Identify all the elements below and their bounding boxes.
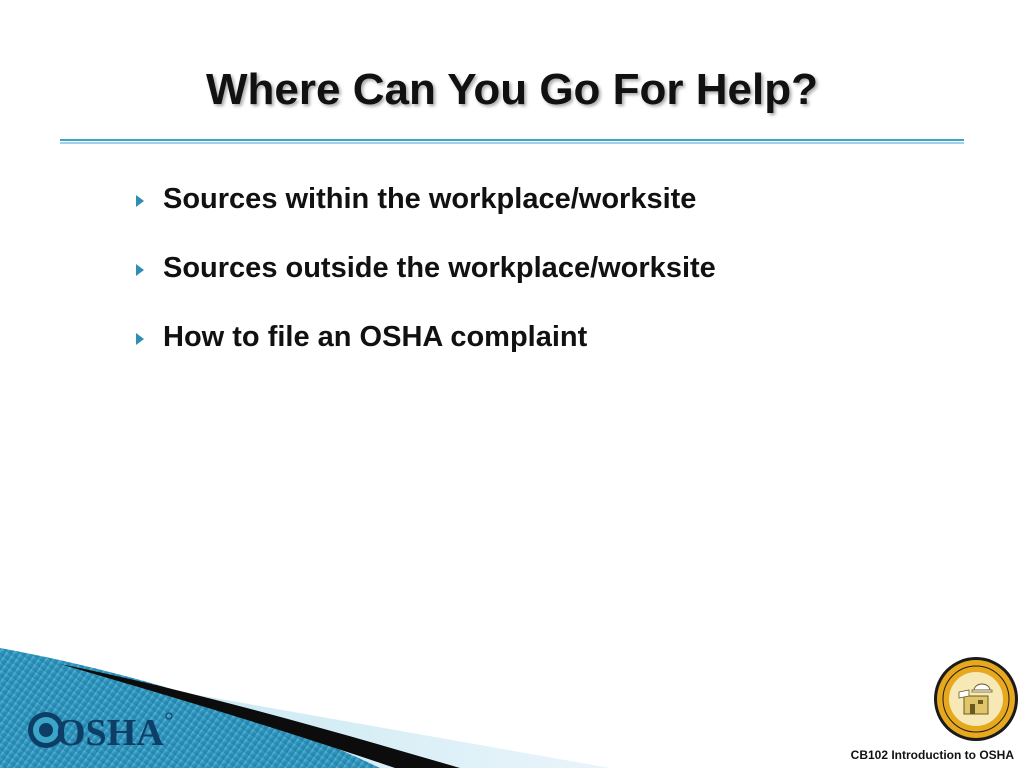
osha-logo [26, 704, 176, 756]
osha-logo-text: OSHA [56, 712, 164, 754]
course-label: CB102 Introduction to OSHA [850, 748, 1014, 762]
bullet-text: Sources outside the workplace/worksite [163, 252, 716, 284]
bullet-item [132, 246, 952, 315]
triangle-bullet-icon [135, 332, 145, 346]
bullet-item [132, 177, 952, 246]
title-divider [60, 139, 964, 144]
seal-emblem [933, 656, 1019, 742]
title-divider-line-bottom [60, 142, 964, 144]
title-divider-line-top [60, 139, 964, 141]
slide-title: Where Can You Go For Help? [206, 65, 818, 114]
triangle-bullet-icon [135, 263, 145, 277]
bullet-list [132, 177, 952, 384]
bullet-text: How to file an OSHA complaint [163, 321, 588, 353]
triangle-bullet-icon [135, 194, 145, 208]
bullet-item [132, 315, 952, 384]
bullet-text: Sources within the workplace/worksite [163, 183, 697, 215]
